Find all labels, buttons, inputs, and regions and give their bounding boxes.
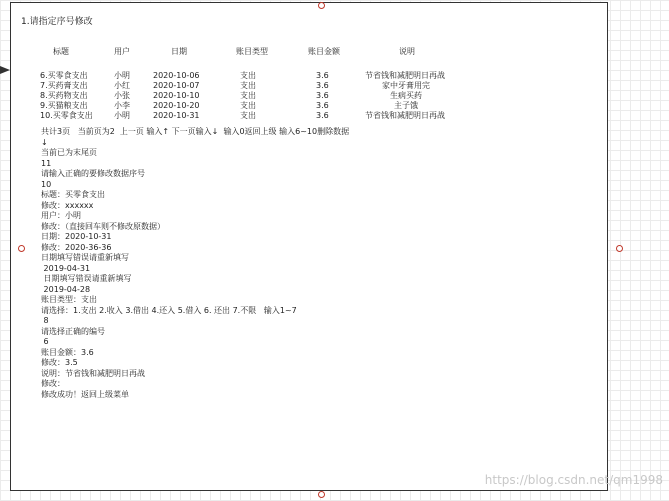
console-line: 用户：小明 <box>41 211 81 220</box>
table-row-title: 8.买药物支出 <box>40 91 88 100</box>
console-line: 2019-04-31 <box>41 263 91 273</box>
console-line: 修改：2020-36-36 <box>41 242 112 252</box>
console-line: 6 <box>41 337 49 346</box>
console-line: 请选择：1.支出 2.收入 3.借出 4.还入 5.借入 6. 还出 7.不限 输入1~7 <box>41 305 297 315</box>
console-line: ↓ <box>41 137 48 147</box>
console-line: 日期填写错误请重新填写 <box>41 253 129 262</box>
table-row-amount: 3.6 <box>316 71 329 80</box>
column-header-type: 账目类型 <box>236 47 268 56</box>
console-line: 修改：xxxxxx <box>41 200 94 210</box>
console-line: 标题：买零食支出 <box>41 190 105 199</box>
table-row-amount: 3.6 <box>316 111 329 120</box>
console-line: 修改：3.5 <box>41 358 78 367</box>
table-row-title: 10.买零食支出 <box>40 111 93 120</box>
column-header-title: 标题 <box>53 47 69 56</box>
console-line: 日期填写错误请重新填写 <box>41 274 132 283</box>
table-row-amount: 3.6 <box>316 81 329 90</box>
table-row-note: 家中牙膏用完 <box>382 81 430 90</box>
table-row-note: 生病买药 <box>390 91 422 100</box>
console-line: 请输入正确的要修改数据序号 <box>41 169 145 178</box>
table-row-date: 2020-10-07 <box>153 81 200 90</box>
console-line: 当前已为末尾页 <box>41 148 97 157</box>
table-row-type: 支出 <box>240 71 256 80</box>
console-line: 修改成功！返回上级菜单 <box>41 389 129 399</box>
table-row-type: 支出 <box>240 81 256 90</box>
console-line: 11 <box>41 158 52 168</box>
console-line: 说明：节省钱和减肥明日再战 <box>41 368 145 378</box>
table-row-title: 6.买零食支出 <box>40 71 88 80</box>
column-header-date: 日期 <box>171 47 187 56</box>
table-row-date: 2020-10-20 <box>153 101 200 110</box>
resize-handle-right[interactable] <box>616 245 623 252</box>
table-row-title: 9.买猫粮支出 <box>40 101 88 110</box>
column-header-amount: 账目金额 <box>308 47 340 56</box>
console-line: 账目金额：3.6 <box>41 347 94 357</box>
table-row-date: 2020-10-06 <box>153 71 200 80</box>
table-row-note: 节省钱和减肥明日再战 <box>365 71 445 80</box>
table-row-note: 主子饿 <box>394 101 418 110</box>
table-row-user: 小李 <box>114 101 130 110</box>
console-line: 账目类型：支出 <box>41 295 97 304</box>
table-row-user: 小红 <box>114 81 130 90</box>
console-line: 8 <box>41 316 49 325</box>
resize-handle-bottom[interactable] <box>318 491 325 498</box>
table-row-amount: 3.6 <box>316 101 329 110</box>
table-row-note: 节省钱和减肥明日再战 <box>365 111 445 120</box>
table-row-type: 支出 <box>240 101 256 110</box>
table-row-user: 小张 <box>114 91 130 100</box>
console-output-panel[interactable] <box>10 2 608 491</box>
console-line: 请选择正确的编号 <box>41 326 105 336</box>
resize-handle-left[interactable] <box>18 245 25 252</box>
table-row-user: 小明 <box>114 71 130 80</box>
table-row-amount: 3.6 <box>316 91 329 100</box>
watermark-text: https://blog.csdn.net/qm1998 <box>484 473 663 487</box>
page-title: 1.请指定序号修改 <box>21 17 93 27</box>
resize-handle-top[interactable] <box>318 2 325 9</box>
table-row-type: 支出 <box>240 111 256 120</box>
console-output <box>41 127 349 400</box>
column-header-user: 用户 <box>114 47 130 56</box>
console-line: 日期：2020-10-31 <box>41 232 112 241</box>
table-row-date: 2020-10-10 <box>153 91 200 100</box>
console-line: 10 <box>41 179 52 189</box>
table-row-title: 7.买药膏支出 <box>40 81 88 90</box>
table-row-user: 小明 <box>114 111 130 120</box>
table-row-type: 支出 <box>240 91 256 100</box>
connector-arrow-icon <box>0 66 10 74</box>
console-line: 修改： <box>41 379 65 388</box>
console-line: 修改：（直接回车则不修改原数据） <box>41 221 165 231</box>
console-line: 2019-04-28 <box>41 284 91 294</box>
column-header-note: 说明 <box>399 47 415 56</box>
table-row-date: 2020-10-31 <box>153 111 200 120</box>
console-line: 共计3页 当前页为2 上一页 输入↑ 下一页输入↓ 输入0返回上级 输入6~10删除数据 <box>41 127 350 136</box>
